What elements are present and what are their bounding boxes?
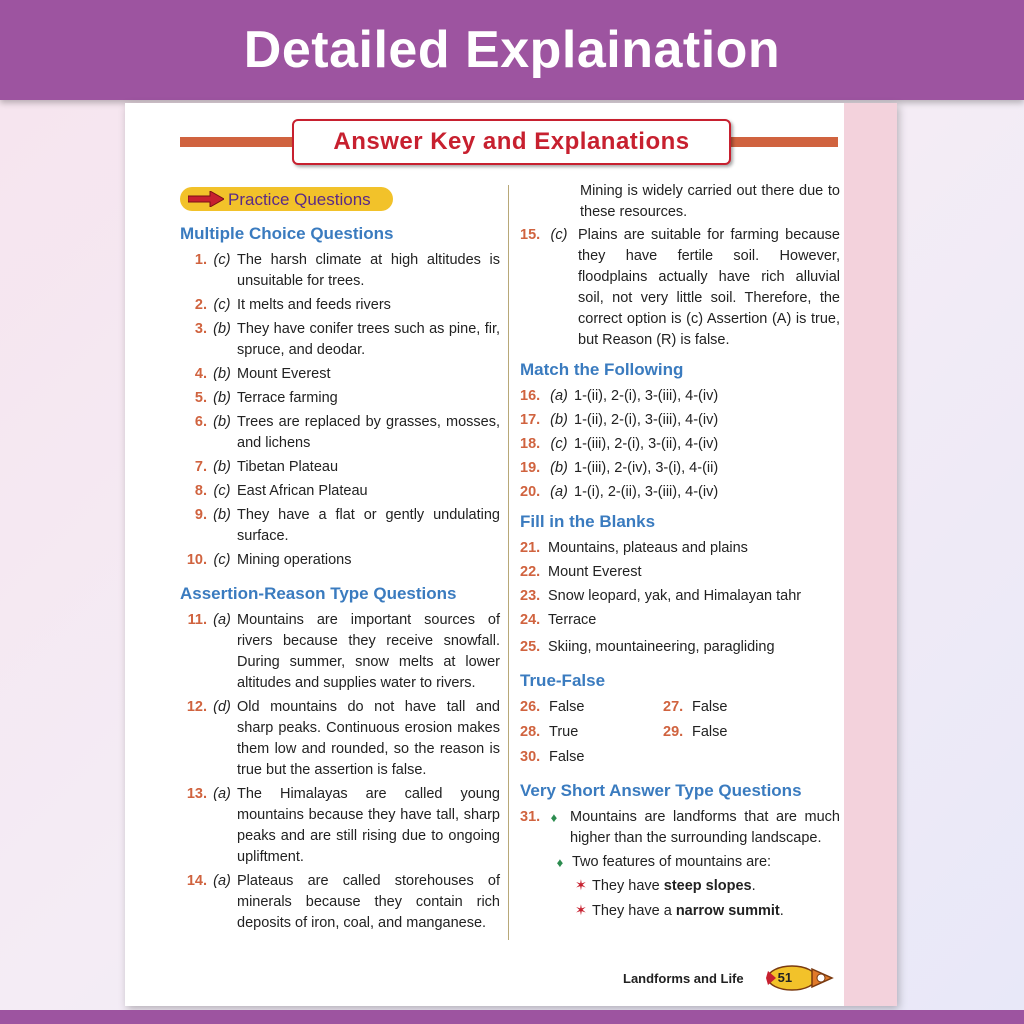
- item-answer: Mountains are important sources of rivers because they receive snowfall. During summer, snow melts at lower altitudes and supplies water to rivers.: [237, 612, 500, 691]
- fill-list: [520, 538, 840, 658]
- item-number: 15.: [520, 227, 541, 243]
- item-option: (a): [550, 484, 568, 500]
- item-option: (a): [213, 873, 231, 889]
- vsa-heading: Very Short Answer Type Questions: [520, 781, 802, 800]
- list-item: [180, 388, 500, 409]
- list-item: [520, 697, 663, 718]
- list-item: [180, 505, 500, 547]
- item-answer: Plains are suitable for farming because they have fertile soil. However, floodplains actually have rich alluvial soil, not very little soil. Therefore, the correct option is (c) Assertion (A) is true, but Reason (R) is false.: [578, 227, 840, 348]
- list-item: [180, 319, 500, 361]
- item-answer: False: [692, 724, 728, 740]
- list-item: [180, 364, 500, 385]
- item-number: 23.: [520, 588, 541, 604]
- item-answer: They have a flat or gently undulating surface.: [237, 507, 500, 544]
- document-page: [125, 103, 897, 1006]
- list-item: [520, 747, 663, 768]
- list-item: [180, 871, 500, 934]
- list-item: [180, 610, 500, 694]
- list-item: [520, 586, 840, 607]
- item-number: 12.: [186, 699, 207, 715]
- mcq-list: [180, 250, 500, 571]
- item-number: 13.: [186, 786, 207, 802]
- item-number: 7.: [194, 459, 207, 475]
- right-column: [520, 181, 840, 925]
- item-answer: It melts and feeds rivers: [237, 297, 391, 313]
- item-answer: Trees are replaced by grasses, mosses, and lichens: [237, 414, 500, 451]
- item-option: (b): [213, 507, 231, 523]
- item-answer: 1-(iii), 2-(iv), 3-(i), 4-(ii): [574, 460, 719, 476]
- item-option: (b): [213, 459, 231, 475]
- item-answer: 1-(ii), 2-(i), 3-(iii), 4-(iv): [574, 388, 719, 404]
- item-answer: False: [549, 699, 585, 715]
- item-answer: Mount Everest: [548, 564, 642, 580]
- practice-questions-pill: [180, 187, 393, 211]
- truefalse-grid: [520, 697, 840, 768]
- vsa-point-1: Mountains are landforms that are much higher than the surrounding landscape.: [570, 809, 840, 846]
- item-answer: Mining operations: [237, 552, 352, 568]
- list-item: [520, 482, 840, 503]
- item-answer: False: [549, 749, 585, 765]
- vsa-point-2: Two features of mountains are:: [572, 854, 772, 870]
- item-answer: Plateaus are called storehouses of minerals because they contain rich deposits of iron, coal, and manganese.: [237, 873, 500, 931]
- star-bullet-icon: ✶: [574, 903, 588, 919]
- item-answer: 1-(i), 2-(ii), 3-(iii), 4-(iv): [574, 484, 719, 500]
- item-answer: Snow leopard, yak, and Himalayan tahr: [548, 588, 802, 604]
- item-number: 3.: [194, 321, 207, 337]
- item-number: 9.: [194, 507, 207, 523]
- list-item: [180, 295, 500, 316]
- fill-heading: Fill in the Blanks: [520, 512, 656, 531]
- list-item: [520, 807, 840, 849]
- item-14-continuation: Mining is widely carried out there due to these resources.: [580, 183, 840, 220]
- item-option: (d): [213, 699, 231, 715]
- item-answer: East African Plateau: [237, 483, 368, 499]
- list-item: [520, 434, 840, 455]
- item-number: 17.: [520, 412, 541, 428]
- diamond-bullet-icon: ♦: [550, 810, 558, 825]
- list-item: [663, 722, 806, 743]
- list-item: [180, 697, 500, 781]
- assertion-heading: Assertion-Reason Type Questions: [180, 584, 457, 603]
- item-option: (c): [213, 252, 231, 268]
- list-item: [180, 412, 500, 454]
- item-number: 5.: [194, 390, 207, 406]
- item-option: (a): [550, 388, 568, 404]
- list-item: [520, 610, 840, 631]
- item-answer: 1-(ii), 2-(i), 3-(iii), 4-(iv): [574, 412, 719, 428]
- list-item: [520, 852, 840, 873]
- item-option: (b): [213, 321, 231, 337]
- list-item: [180, 784, 500, 868]
- item-number: 8.: [194, 483, 207, 499]
- rocket-icon: [766, 963, 834, 993]
- item-number: 6.: [194, 414, 207, 430]
- truefalse-heading: True-False: [520, 671, 606, 690]
- list-item: [180, 457, 500, 478]
- diamond-bullet-icon: ♦: [556, 855, 564, 870]
- top-banner: [0, 0, 1024, 100]
- item-option: (b): [213, 414, 231, 430]
- section-title: Answer Key and Explanations: [333, 128, 690, 155]
- list-item: [520, 901, 840, 922]
- item-option: (c): [213, 552, 231, 568]
- item-number: 21.: [520, 540, 541, 556]
- item-answer: They have conifer trees such as pine, fir, spruce, and deodar.: [237, 321, 500, 358]
- page-number: 51: [777, 970, 793, 985]
- list-item: [520, 722, 663, 743]
- item-number: 14.: [186, 873, 207, 889]
- title-rule-right: [725, 137, 838, 147]
- item-answer: Mount Everest: [237, 366, 331, 382]
- item-answer: Terrace: [548, 612, 597, 628]
- item-number: 18.: [520, 436, 541, 452]
- item-number: 11.: [187, 612, 207, 628]
- item-number: 22.: [520, 564, 541, 580]
- left-column: [180, 183, 500, 937]
- item-answer: False: [692, 699, 728, 715]
- vsa-sub-2: They have a narrow summit.: [592, 903, 784, 919]
- item-number: 31.: [520, 809, 541, 825]
- item-answer: Terrace farming: [237, 390, 338, 406]
- item-option: (b): [213, 390, 231, 406]
- section-title-box: [292, 119, 731, 165]
- match-list: [520, 386, 840, 503]
- item-number: 2.: [194, 297, 207, 313]
- item-answer: Tibetan Plateau: [237, 459, 339, 475]
- item-option: (c): [550, 227, 568, 243]
- list-item: [520, 637, 840, 658]
- page-footer: [623, 963, 834, 993]
- item-answer: The Himalayas are called young mountains because they have tall, sharp peaks and are still rising due to ongoing upliftment.: [237, 786, 500, 865]
- item-option: (b): [550, 460, 568, 476]
- list-item: [520, 876, 840, 897]
- page-edge-strip: [844, 103, 897, 1006]
- item-option: (c): [550, 436, 568, 452]
- item-number: 20.: [520, 484, 541, 500]
- item-option: (c): [213, 483, 231, 499]
- item-number: 25.: [520, 639, 541, 655]
- item-number: 4.: [194, 366, 207, 382]
- vsa-sub-1: They have steep slopes.: [592, 878, 756, 894]
- arrow-icon: [188, 191, 224, 207]
- list-item: [663, 697, 806, 718]
- item-number: 1.: [194, 252, 207, 268]
- match-heading: Match the Following: [520, 360, 684, 379]
- item-number: 29.: [663, 724, 684, 740]
- item-number: 19.: [520, 460, 541, 476]
- practice-label: Practice Questions: [228, 189, 371, 209]
- item-answer: True: [549, 724, 579, 740]
- item-answer: Mountains, plateaus and plains: [548, 540, 748, 556]
- item-number: 30.: [520, 749, 541, 765]
- column-divider: [508, 185, 509, 940]
- item-answer: 1-(iii), 2-(i), 3-(ii), 4-(iv): [574, 436, 719, 452]
- item-number: 28.: [520, 724, 541, 740]
- item-option: (b): [550, 412, 568, 428]
- item-option: (a): [213, 786, 231, 802]
- item-number: 24.: [520, 612, 541, 628]
- list-item: [180, 481, 500, 502]
- bottom-bar: [0, 1010, 1024, 1024]
- banner-title: Detailed Explaination: [243, 21, 781, 79]
- star-bullet-icon: ✶: [574, 878, 588, 894]
- list-item: [180, 250, 500, 292]
- list-item: [520, 386, 840, 407]
- mcq-heading: Multiple Choice Questions: [180, 224, 394, 243]
- item-number: 27.: [663, 699, 684, 715]
- item-option: (b): [213, 366, 231, 382]
- rocket-page-badge: [766, 963, 834, 993]
- list-item: [520, 225, 840, 351]
- assertion-list: [180, 610, 500, 934]
- item-answer: Skiing, mountaineering, paragliding: [548, 639, 775, 655]
- chapter-name: Landforms and Life: [623, 970, 744, 986]
- list-item: [520, 458, 840, 479]
- list-item: [520, 538, 840, 559]
- item-answer: The harsh climate at high altitudes is unsuitable for trees.: [237, 252, 500, 289]
- item-number: 26.: [520, 699, 541, 715]
- list-item: [180, 550, 500, 571]
- item-answer: Old mountains do not have tall and sharp peaks. Continuous erosion makes them low and rounded, so the reason is true but the assertion is false.: [237, 699, 500, 778]
- item-number: 16.: [520, 388, 541, 404]
- item-option: (a): [213, 612, 231, 628]
- list-item: [520, 410, 840, 431]
- item-number: 10.: [186, 552, 207, 568]
- item-option: (c): [213, 297, 231, 313]
- list-item: [520, 562, 840, 583]
